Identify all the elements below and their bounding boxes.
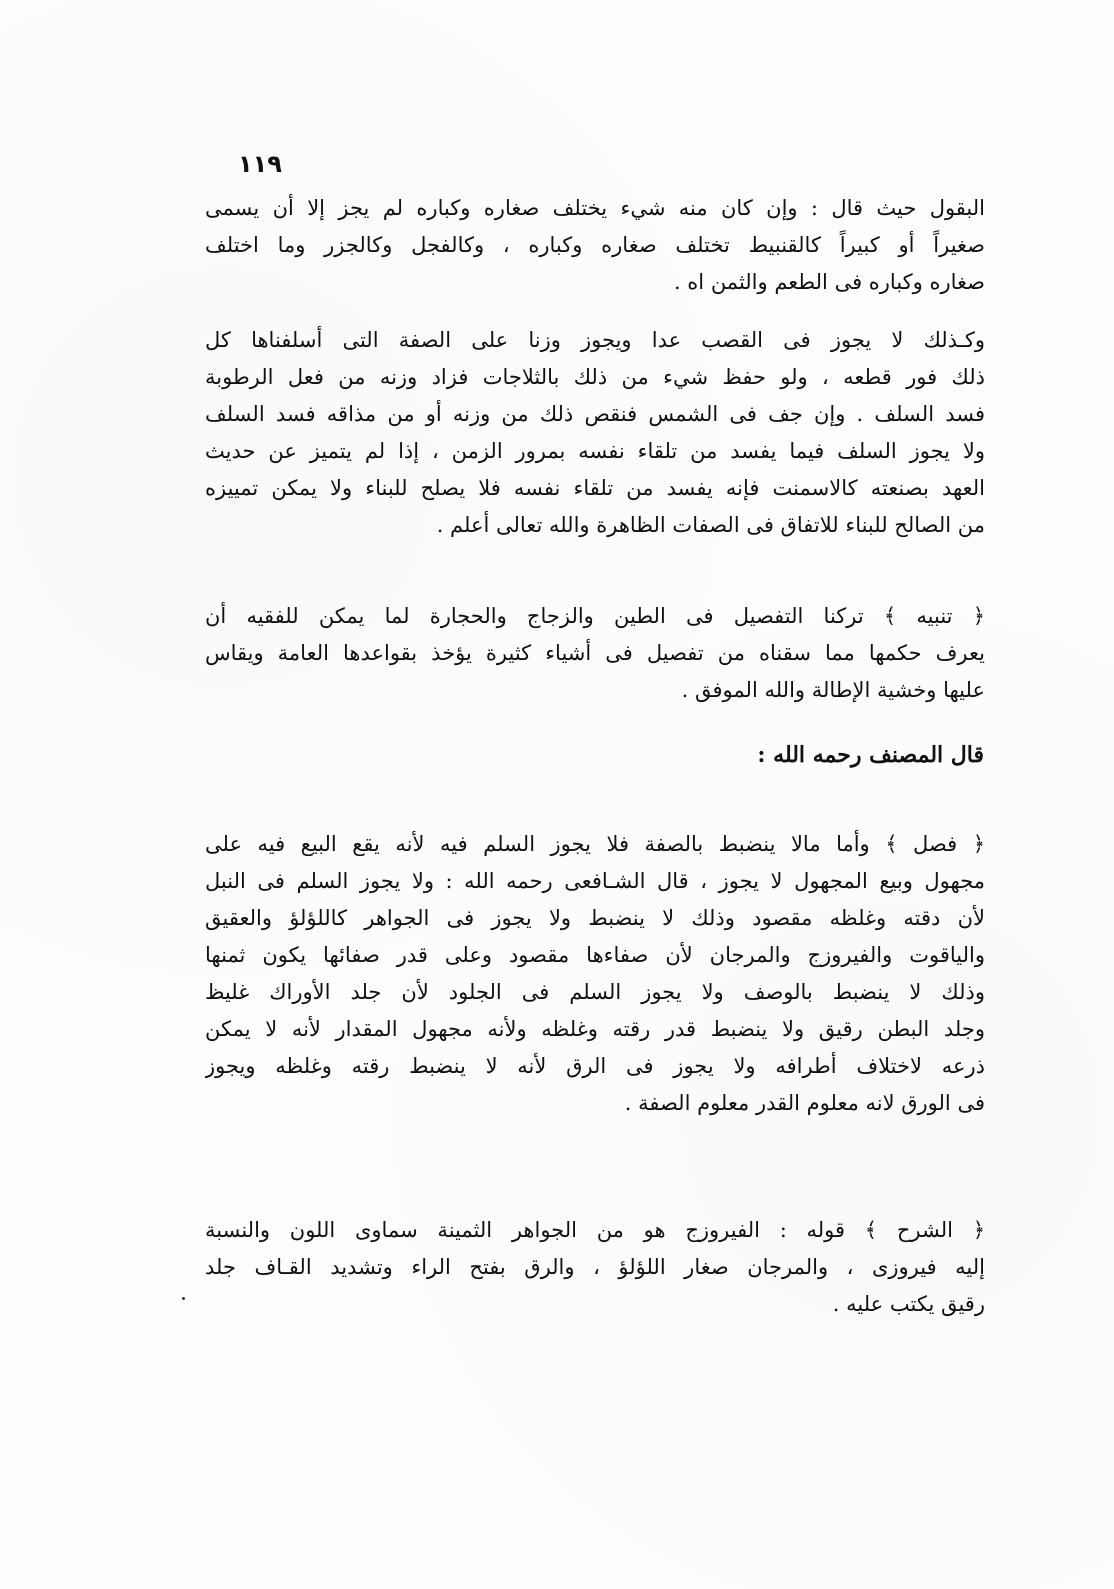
text-line: وذلك لا ينضبط بالوصف ولا يجوز السلم فى الجلود لأن جلد الأوراك غليظ xyxy=(205,980,985,1004)
text-line: لأن دقته وغلظه مقصود وذلك لا ينضبط ولا يجوز فى الجواهر كاللؤلؤ والعقيق xyxy=(205,906,985,930)
text-line: والياقوت والفيروزج والمرجان لأن صفاءها مقصود وعلى قدر صفائها يكون ثمنها xyxy=(205,943,985,967)
section-heading: قال المصنف رحمه الله : xyxy=(757,742,984,768)
text-line: إليه فيروزى ، والمرجان صغار اللؤلؤ ، والرق بفتح الراء وتشديد القـاف جلد xyxy=(205,1255,985,1279)
paragraph-qasab xyxy=(205,322,985,544)
ink-speck xyxy=(182,1297,185,1300)
text-line: ﴿ فصل ﴾ وأما مالا ينضبط بالصفة فلا يجوز السلم فيه لأنه يقع البيع فيه على xyxy=(205,832,985,856)
paragraph-tanbih xyxy=(205,598,985,709)
text-line: العهد بصنعته كالاسمنت فإنه يفسد من تلقاء نفسه فلا يصلح للبناء ولا يمكن تمييزه xyxy=(205,476,985,500)
page-number: ١١٩ xyxy=(238,150,282,178)
paragraph-continuation xyxy=(205,190,985,301)
text-line: البقول حيث قال : وإن كان منه شيء يختلف صغاره وكباره لم يجز إلا أن يسمى xyxy=(205,196,985,220)
text-line: ذلك فور قطعه ، ولو حفظ شيء من ذلك بالثلاجات فزاد وزنه من فعل الرطوبة xyxy=(205,365,985,389)
text-line: وكـذلك لا يجوز فى القصب عدا ويجوز وزنا على الصفة التى أسلفناها كل xyxy=(205,328,985,352)
text-line: عليها وخشية الإطالة والله الموفق . xyxy=(681,678,985,702)
paragraph-sharh xyxy=(205,1212,985,1323)
text-line: ولا يجوز السلف فيما يفسد من تلقاء نفسه بمرور الزمن ، إذا لم يتميز عن حديث xyxy=(205,439,985,463)
paragraph-fasl xyxy=(205,826,985,1122)
text-line: ﴿ تنبيه ﴾ تركنا التفصيل فى الطين والزجاج والحجارة لما يمكن للفقيه أن xyxy=(205,604,985,628)
text-line: فسد السلف . وإن جف فى الشمس فنقص ذلك من وزنه أو من مذاقه فسد السلف xyxy=(205,402,985,426)
text-line: صغيراً أو كبيراً كالقنبيط تختلف صغاره وكباره ، وكالفجل وكالجزر وما اختلف xyxy=(205,233,985,257)
text-line: يعرف حكمها مما سقناه من تفصيل فى أشياء كثيرة يؤخذ بقواعدها العامة ويقاس xyxy=(205,641,985,665)
text-line: وجلد البطن رقيق ولا ينضبط قدر رقته وغلظه ولأنه مجهول المقدار لأنه لا يمكن xyxy=(205,1017,985,1041)
text-line: ذرعه لاختلاف أطرافه ولا يجوز فى الرق لأنه لا ينضبط رقته وغلظه ويجوز xyxy=(205,1054,985,1078)
text-line: فى الورق لانه معلوم القدر معلوم الصفة . xyxy=(624,1091,985,1115)
text-line: صغاره وكباره فى الطعم والثمن اه . xyxy=(673,270,985,294)
text-line: مجهول وبيع المجهول لا يجوز ، قال الشـافعى رحمه الله : ولا يجوز السلم فى النبل xyxy=(205,869,985,893)
text-line: من الصالح للبناء للاتفاق فى الصفات الظاهرة والله تعالى أعلم . xyxy=(436,513,985,537)
text-line: ﴿ الشرح ﴾ قوله : الفيروزج هو من الجواهر الثمينة سماوى اللون والنسبة xyxy=(205,1218,985,1242)
text-line: رقيق يكتب عليه . xyxy=(832,1292,985,1316)
